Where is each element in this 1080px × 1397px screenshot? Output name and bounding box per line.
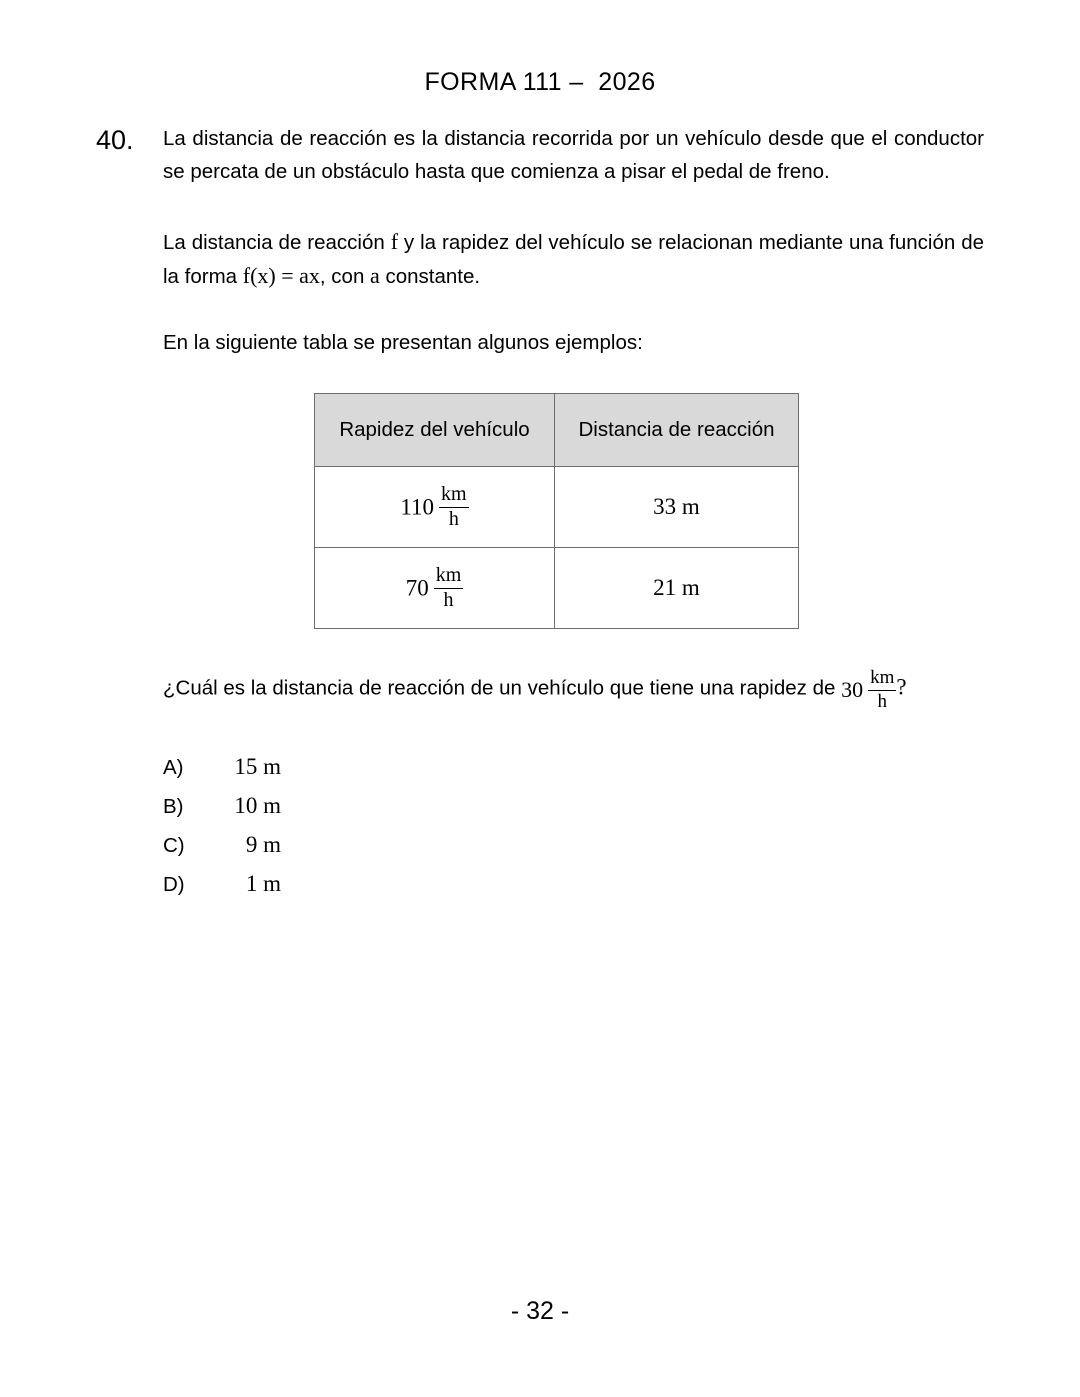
table-cell-distance: 33 m bbox=[555, 467, 799, 548]
speed-quantity bbox=[406, 565, 464, 611]
option-b[interactable] bbox=[163, 793, 563, 832]
table-header-speed: Rapidez del vehículo bbox=[315, 394, 555, 467]
table-cell-speed bbox=[315, 548, 555, 629]
function-symbol-f: f bbox=[390, 229, 399, 254]
unit-fraction-km-h bbox=[439, 484, 469, 530]
paragraph-2-text-4: constante. bbox=[379, 265, 481, 288]
option-value: 9 m bbox=[245, 832, 281, 857]
paragraph-2-text-2: y la rapidez del vehículo se relacionan mediante una función de la forma bbox=[163, 231, 984, 288]
prompt-text: ¿Cuál es la distancia de reacción de un vehículo que tiene una rapidez de bbox=[163, 676, 842, 700]
page-header: FORMA 111 – 2026 bbox=[424, 68, 656, 96]
prompt-speed-value: 30 bbox=[841, 677, 864, 703]
option-value: 15 m bbox=[234, 754, 281, 779]
paragraph-2-text-1: La distancia de reacción bbox=[163, 231, 391, 254]
table-row bbox=[315, 467, 799, 548]
option-d[interactable] bbox=[163, 871, 563, 910]
option-letter: D) bbox=[163, 873, 185, 896]
question-paragraph-1: La distancia de reacción es la distancia recorrida por un vehículo desde que el conductor se percata de un obstáculo hasta que comienza a pisar el pedal de freno. bbox=[163, 127, 984, 183]
examples-table bbox=[314, 393, 799, 629]
option-a[interactable] bbox=[163, 754, 563, 793]
paragraph-2-text-3: , con bbox=[319, 265, 371, 288]
fraction-denominator: h bbox=[443, 588, 454, 611]
prompt-question-mark: ? bbox=[896, 674, 907, 700]
prompt-speed-quantity bbox=[841, 668, 896, 712]
fraction-numerator: km bbox=[439, 484, 469, 508]
spacer bbox=[163, 188, 984, 225]
question-paragraph-2 bbox=[163, 225, 984, 293]
option-letter: B) bbox=[163, 795, 184, 818]
page-footer: - 32 - bbox=[510, 1297, 570, 1325]
speed-value: 70 bbox=[405, 575, 429, 601]
fraction-denominator: h bbox=[448, 507, 459, 530]
spacer bbox=[163, 293, 984, 326]
examples-table-wrapper bbox=[314, 393, 799, 629]
speed-quantity bbox=[400, 484, 468, 530]
option-c[interactable] bbox=[163, 832, 563, 871]
linear-function-formula: f(x) = ax bbox=[242, 263, 320, 288]
question-body bbox=[163, 122, 984, 359]
fraction-numerator: km bbox=[434, 565, 464, 589]
option-value: 1 m bbox=[245, 871, 281, 896]
table-cell-distance: 21 m bbox=[555, 548, 799, 629]
table-header-distance: Distancia de reacción bbox=[555, 394, 799, 467]
unit-fraction-km-h bbox=[434, 565, 464, 611]
fraction-denominator: h bbox=[877, 690, 887, 712]
table-row bbox=[315, 548, 799, 629]
answer-options bbox=[163, 754, 563, 910]
option-letter: C) bbox=[163, 834, 185, 857]
table-header-row bbox=[315, 394, 799, 467]
constant-symbol-a: a bbox=[370, 263, 380, 288]
question-paragraph-3: En la siguiente tabla se presentan algunos ejemplos: bbox=[163, 331, 643, 354]
question-block bbox=[96, 122, 984, 359]
question-number: 40. bbox=[96, 125, 134, 155]
fraction-numerator: km bbox=[868, 668, 896, 691]
question-prompt bbox=[163, 668, 993, 712]
speed-value: 110 bbox=[400, 494, 435, 520]
option-letter: A) bbox=[163, 756, 184, 779]
table-head bbox=[315, 394, 799, 467]
table-cell-speed bbox=[315, 467, 555, 548]
table-body bbox=[315, 467, 799, 629]
unit-fraction-km-h bbox=[868, 668, 896, 712]
option-value: 10 m bbox=[234, 793, 281, 818]
